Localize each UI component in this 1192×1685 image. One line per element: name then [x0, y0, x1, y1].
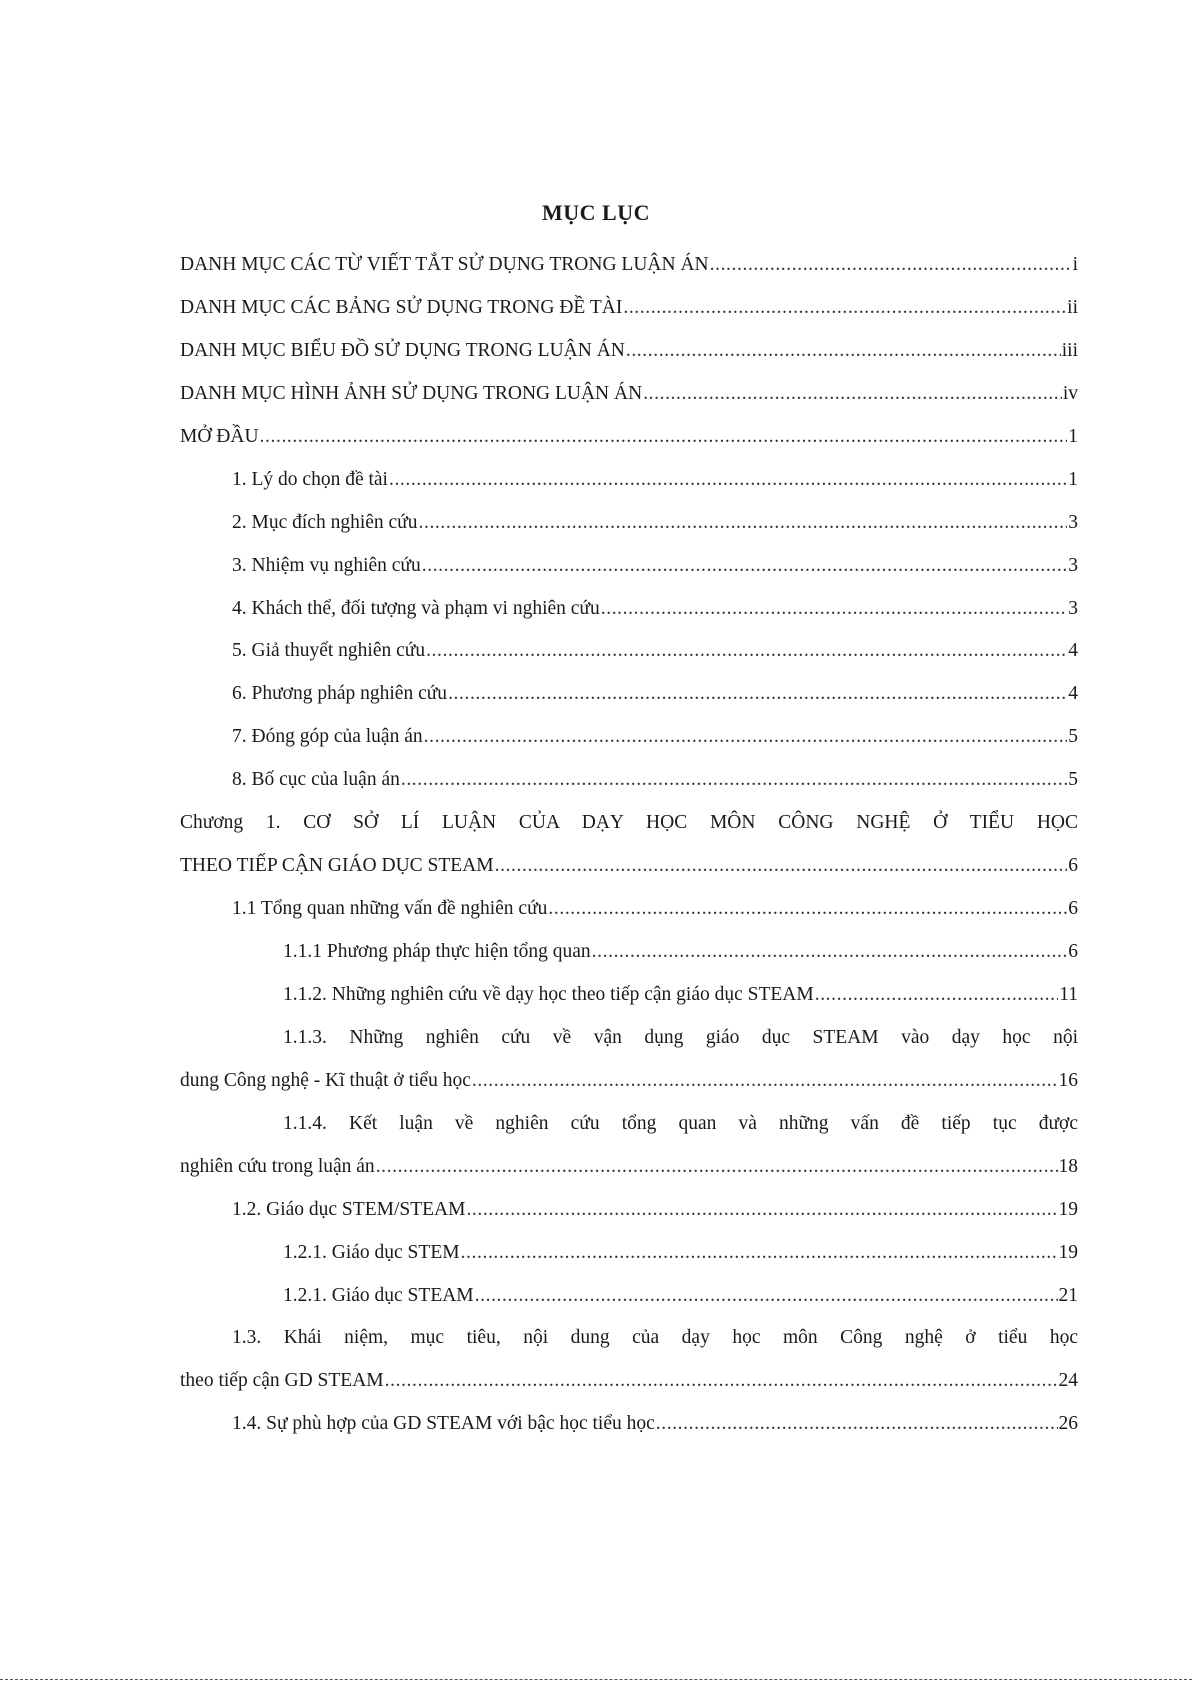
toc-page-number: i	[1072, 254, 1078, 275]
dot-leader	[448, 673, 1067, 716]
toc-page-number: 3	[1068, 597, 1078, 619]
toc-entry-label: 1.4. Sự phù hợp của GD STEAM với bậc học tiểu học	[232, 1413, 655, 1435]
toc-page-number: 24	[1058, 1370, 1078, 1392]
toc-entry-label: DANH MỤC HÌNH ẢNH SỬ DỤNG TRONG LUẬN ÁN	[180, 382, 643, 404]
toc-entry[interactable]	[180, 1232, 1078, 1275]
dot-leader	[422, 545, 1068, 588]
toc-entry-label: THEO TIẾP CẬN GIÁO DỤC STEAM	[180, 855, 494, 877]
dot-leader	[548, 888, 1067, 931]
toc-entry-label: 1.2. Giáo dục STEM/STEAM	[232, 1198, 466, 1220]
toc-page-number: 1	[1068, 468, 1078, 490]
toc-entry-label: nghiên cứu trong luận án	[180, 1155, 375, 1177]
toc-page-number: 5	[1068, 769, 1078, 791]
dot-leader	[495, 845, 1068, 888]
toc-entry[interactable]	[180, 244, 1078, 287]
toc-entry[interactable]	[180, 1060, 1078, 1103]
dot-leader	[472, 1060, 1058, 1103]
toc-entry-line[interactable]	[180, 1103, 1078, 1146]
toc-page-number: 16	[1058, 1069, 1078, 1091]
toc-title: MỤC LỤC	[542, 200, 650, 225]
toc-entry-label: 1.2.1. Giáo dục STEAM	[283, 1284, 474, 1306]
dot-leader	[623, 287, 1066, 330]
toc-entry-label: 1.1.1 Phương pháp thực hiện tổng quan	[283, 941, 591, 962]
toc-entry[interactable]	[180, 759, 1078, 802]
toc-page-number: 4	[1068, 640, 1078, 662]
dot-leader	[401, 759, 1067, 802]
toc-page-number: 26	[1058, 1413, 1078, 1435]
toc-entry-label: DANH MỤC CÁC TỪ VIẾT TẮT SỬ DỤNG TRONG LUẬN ÁN	[180, 254, 709, 275]
toc-entry[interactable]	[180, 673, 1078, 716]
toc-entry-label: theo tiếp cận GD STEAM	[180, 1370, 384, 1392]
dot-leader	[385, 1360, 1058, 1403]
toc-page-number: iv	[1062, 382, 1078, 404]
dot-leader	[426, 630, 1067, 673]
toc-entry[interactable]	[180, 1403, 1078, 1446]
toc-entry[interactable]	[180, 1146, 1078, 1189]
toc-entry[interactable]	[180, 373, 1078, 416]
toc-entry[interactable]	[180, 974, 1078, 1017]
toc-entry-line[interactable]	[180, 802, 1078, 845]
toc-entry-label: 1.1.4. Kết luận về nghiên cứu tổng quan và những vấn đề tiếp tục được	[283, 1112, 1078, 1134]
toc-entry[interactable]	[180, 502, 1078, 545]
toc-entry[interactable]	[180, 1275, 1078, 1318]
toc-entry[interactable]	[180, 416, 1078, 459]
toc-entry[interactable]	[180, 888, 1078, 931]
toc-entry-label: 1.1.2. Những nghiên cứu về dạy học theo tiếp cận giáo dục STEAM	[283, 983, 814, 1005]
toc-entry[interactable]	[180, 588, 1078, 631]
toc-entry-label: 1. Lý do chọn đề tài	[232, 468, 388, 490]
toc-entry-label: 8. Bố cục của luận án	[232, 769, 400, 791]
toc-entry[interactable]	[180, 845, 1078, 888]
toc-page-number: 3	[1068, 511, 1078, 533]
toc-page-number: 5	[1068, 726, 1078, 748]
toc-entry-label: 3. Nhiệm vụ nghiên cứu	[232, 554, 421, 576]
toc-entry-label: 1.3. Khái niệm, mục tiêu, nội dung của dạy học môn Công nghệ ở tiểu học	[232, 1327, 1078, 1349]
toc-entry-label: DANH MỤC BIỂU ĐỒ SỬ DỤNG TRONG LUẬN ÁN	[180, 339, 625, 361]
dot-leader	[601, 588, 1068, 631]
toc-page-number: 6	[1068, 898, 1078, 920]
dot-leader	[643, 373, 1062, 416]
toc-page-number: 19	[1058, 1198, 1078, 1220]
dot-leader	[260, 416, 1068, 459]
toc-page-number: 19	[1058, 1241, 1078, 1263]
toc-entry-label: 1.2.1. Giáo dục STEM	[283, 1241, 460, 1263]
dot-leader	[592, 931, 1068, 974]
toc-page-number: ii	[1067, 296, 1078, 318]
toc-entry[interactable]	[180, 716, 1078, 759]
toc-page-number: 6	[1068, 941, 1078, 962]
toc-page-number: 21	[1058, 1284, 1078, 1306]
toc-entry[interactable]	[180, 630, 1078, 673]
dot-leader	[475, 1275, 1058, 1318]
dot-leader	[656, 1403, 1058, 1446]
toc-entry-label: 6. Phương pháp nghiên cứu	[232, 683, 448, 705]
toc-entry[interactable]	[180, 1189, 1078, 1232]
toc-entry-label: 7. Đóng góp của luận án	[232, 726, 423, 748]
dot-leader	[389, 459, 1067, 502]
toc-entry-label: MỞ ĐẦU	[180, 425, 259, 447]
dot-leader	[815, 974, 1058, 1017]
page-bottom-rule	[0, 1679, 1192, 1680]
toc-page-number: 4	[1068, 683, 1078, 705]
table-of-contents	[180, 244, 1078, 1446]
toc-entry[interactable]	[180, 1360, 1078, 1403]
toc-entry-line[interactable]	[180, 1017, 1078, 1060]
dot-leader	[626, 330, 1061, 373]
toc-entry[interactable]	[180, 330, 1078, 373]
dot-leader	[376, 1146, 1058, 1189]
toc-entry-label: 2. Mục đích nghiên cứu	[232, 511, 418, 533]
toc-page-number: iii	[1061, 339, 1078, 361]
toc-entry-label: 4. Khách thể, đối tượng và phạm vi nghiên cứu	[232, 597, 600, 619]
toc-entry[interactable]	[180, 459, 1078, 502]
toc-entry-label: 1.1 Tổng quan những vấn đề nghiên cứu	[232, 898, 548, 920]
dot-leader	[461, 1232, 1058, 1275]
toc-entry-line[interactable]	[180, 1317, 1078, 1360]
toc-page-number: 11	[1059, 983, 1078, 1005]
toc-entry-label: 5. Giả thuyết nghiên cứu	[232, 640, 426, 662]
toc-entry[interactable]	[180, 287, 1078, 330]
toc-entry-label: dung Công nghệ - Kĩ thuật ở tiểu học	[180, 1069, 471, 1091]
toc-entry[interactable]	[180, 931, 1078, 974]
toc-page-number: 1	[1068, 425, 1078, 447]
toc-entry[interactable]	[180, 545, 1078, 588]
toc-entry-label: Chương 1. CƠ SỞ LÍ LUẬN CỦA DẠY HỌC MÔN CÔNG NGHỆ Ở TIỂU HỌC	[180, 812, 1078, 834]
toc-page-number: 3	[1068, 554, 1078, 576]
toc-entry-label: DANH MỤC CÁC BẢNG SỬ DỤNG TRONG ĐỀ TÀI	[180, 296, 623, 318]
toc-entry-label: 1.1.3. Những nghiên cứu về vận dụng giáo dục STEAM vào dạy học nội	[283, 1026, 1078, 1048]
toc-page-number: 18	[1058, 1155, 1078, 1177]
dot-leader	[424, 716, 1068, 759]
toc-page-number: 6	[1068, 855, 1078, 877]
dot-leader	[466, 1189, 1057, 1232]
dot-leader	[419, 502, 1068, 545]
dot-leader	[710, 244, 1072, 287]
